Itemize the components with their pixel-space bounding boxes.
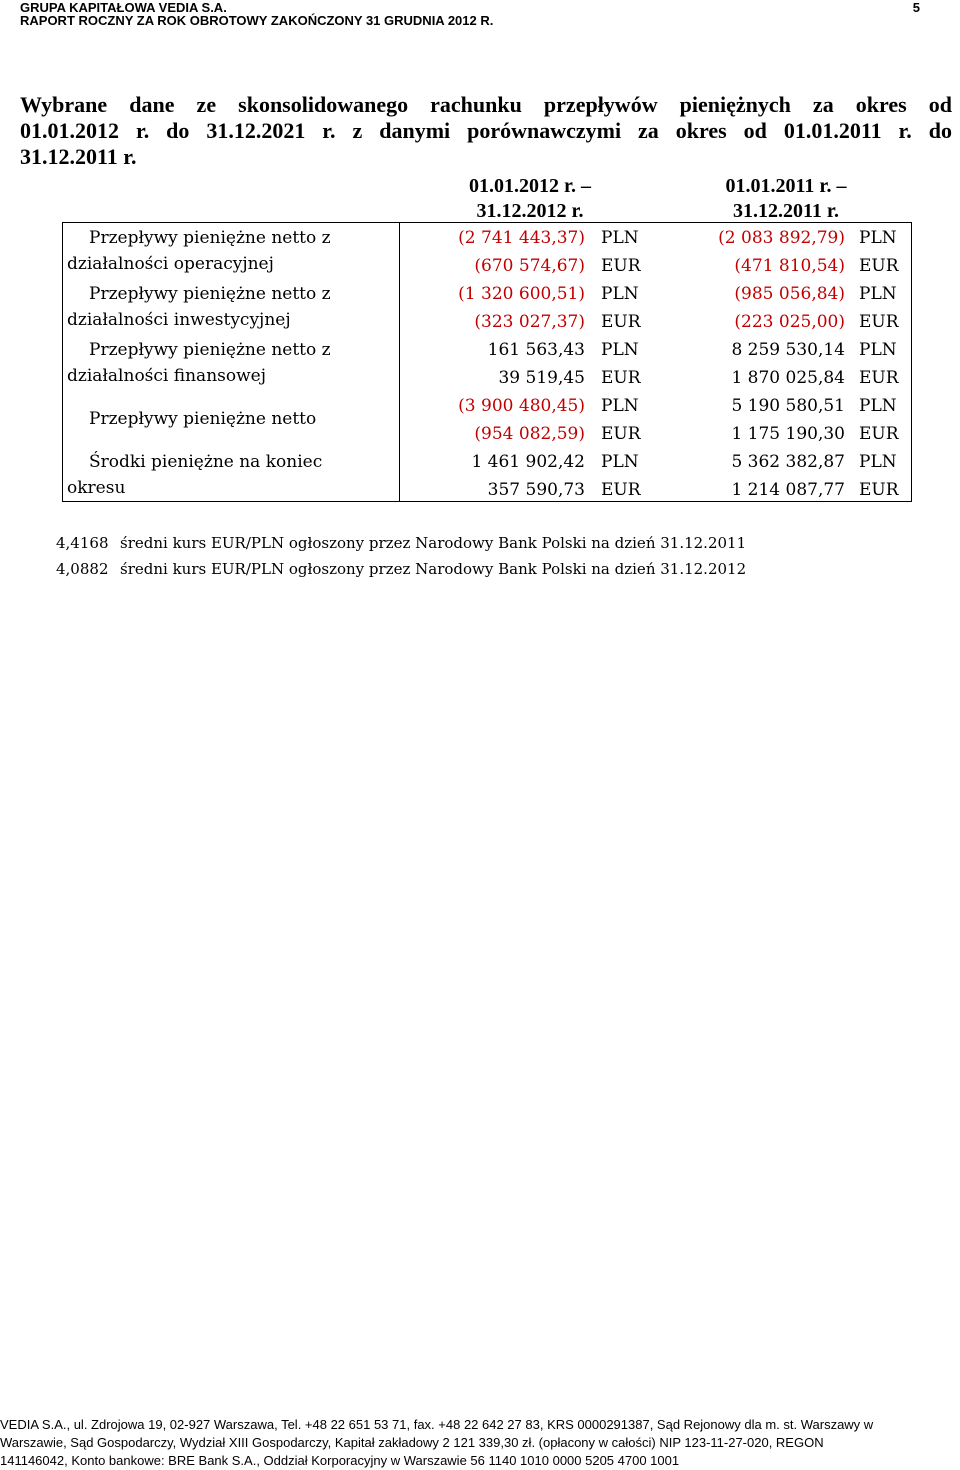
c-pln-value: 1 461 902,42 xyxy=(471,452,585,472)
currency-label: EUR xyxy=(601,424,641,444)
currency-label: PLN xyxy=(601,396,639,416)
rate-description: średni kurs EUR/PLN ogłoszony przez Narodowy Bank Polski na dzień 31.12.2011 xyxy=(120,534,747,552)
currency-label: PLN xyxy=(601,284,639,304)
exchange-rate-2011 xyxy=(56,530,746,556)
p-pln-value: (985 056,84) xyxy=(734,284,845,304)
row-label-line1: Przepływy pieniężne netto z xyxy=(89,284,331,304)
rate-value: 4,4168 xyxy=(56,534,109,552)
p-eur-value: 1 175 190,30 xyxy=(731,424,845,444)
column-header-2011-line1: 01.01.2011 r. – xyxy=(725,175,847,197)
currency-label: EUR xyxy=(859,312,899,332)
footer-line-2: Warszawie, Sąd Gospodarczy, Wydział XIII Gospodarczy, Kapitał zakładowy 2 121 339,30 zł. (opłacony w całości) NIP 123-11-27-020, REGON xyxy=(0,1435,824,1450)
currency-label: EUR xyxy=(601,480,641,500)
rate-description: średni kurs EUR/PLN ogłoszony przez Narodowy Bank Polski na dzień 31.12.2012 xyxy=(120,560,747,578)
p-pln-value: 8 259 530,14 xyxy=(731,340,845,360)
c-eur-value: (670 574,67) xyxy=(474,256,585,276)
currency-label: PLN xyxy=(859,340,897,360)
currency-label: EUR xyxy=(859,368,899,388)
exchange-rates xyxy=(56,530,746,582)
row-label xyxy=(67,281,397,333)
p-eur-value: (471 810,54) xyxy=(734,256,845,276)
currency-label: EUR xyxy=(859,424,899,444)
column-header-2012-line2: 31.12.2012 r. xyxy=(476,200,584,222)
page-footer xyxy=(0,1416,934,1470)
table-row xyxy=(63,447,911,503)
cash-flow-table xyxy=(62,222,912,502)
intro-line-1: Wybrane dane ze skonsolidowanego rachunku przepływów pieniężnych za okres od xyxy=(20,92,952,117)
currency-label: PLN xyxy=(859,284,897,304)
currency-label: PLN xyxy=(601,228,639,248)
c-eur-value: (954 082,59) xyxy=(474,424,585,444)
currency-label: EUR xyxy=(859,256,899,276)
row-label xyxy=(67,225,397,277)
currency-label: EUR xyxy=(601,368,641,388)
row-label-line2: działalności finansowej xyxy=(67,366,266,386)
p-pln-value: (2 083 892,79) xyxy=(718,228,845,248)
footer-line-3: 141146042, Konto bankowe: BRE Bank S.A., Oddział Korporacyjny w Warszawie 56 1140 1010 0000 5205 4700 1001 xyxy=(0,1453,680,1468)
currency-label: PLN xyxy=(601,340,639,360)
p-eur-value: 1 214 087,77 xyxy=(731,480,845,500)
c-eur-value: 357 590,73 xyxy=(487,480,585,500)
row-label xyxy=(67,337,397,389)
row-label-line1: Przepływy pieniężne netto xyxy=(89,409,317,429)
row-label xyxy=(67,406,397,432)
currency-label: EUR xyxy=(601,312,641,332)
footer-line-1: VEDIA S.A., ul. Zdrojowa 19, 02-927 Warszawa, Tel. +48 22 651 53 71, fax. +48 22 642 27 83, KRS 0000291387, Sąd Rejonowy dla m. st. Warszawy w xyxy=(0,1417,874,1432)
p-eur-value: 1 870 025,84 xyxy=(731,368,845,388)
column-header-2011 xyxy=(696,174,876,224)
row-label-line2: działalności operacyjnej xyxy=(67,254,274,274)
column-header-2011-line2: 31.12.2011 r. xyxy=(733,200,839,222)
c-eur-value: (323 027,37) xyxy=(474,312,585,332)
p-pln-value: 5 190 580,51 xyxy=(731,396,845,416)
currency-label: PLN xyxy=(601,452,639,472)
table-row xyxy=(63,223,911,279)
p-eur-value: (223 025,00) xyxy=(734,312,845,332)
p-pln-value: 5 362 382,87 xyxy=(731,452,845,472)
intro-line-3: 31.12.2011 r. xyxy=(20,144,137,169)
rate-value: 4,0882 xyxy=(56,560,109,578)
c-pln-value: (2 741 443,37) xyxy=(458,228,585,248)
company-name: GRUPA KAPITAŁOWA VEDIA S.A. xyxy=(20,0,227,15)
row-label-line1: Przepływy pieniężne netto z xyxy=(89,340,331,360)
table-row xyxy=(63,391,911,447)
row-label-line1: Przepływy pieniężne netto z xyxy=(89,228,331,248)
currency-label: PLN xyxy=(859,396,897,416)
row-label-line2: działalności inwestycyjnej xyxy=(67,310,291,330)
table-row xyxy=(63,279,911,335)
currency-label: EUR xyxy=(859,480,899,500)
row-label-line2: okresu xyxy=(67,478,126,498)
c-eur-value: 39 519,45 xyxy=(498,368,585,388)
column-header-2012-line1: 01.01.2012 r. – xyxy=(468,175,592,197)
table-row xyxy=(63,335,911,391)
report-title: RAPORT ROCZNY ZA ROK OBROTOWY ZAKOŃCZONY 31 GRUDNIA 2012 R. xyxy=(20,13,494,28)
currency-label: PLN xyxy=(859,452,897,472)
currency-label: PLN xyxy=(859,228,897,248)
page-number: 5 xyxy=(912,0,920,15)
c-pln-value: (3 900 480,45) xyxy=(458,396,585,416)
exchange-rate-2012 xyxy=(56,556,746,582)
intro-line-2: 01.01.2012 r. do 31.12.2021 r. z danymi porównawczymi za okres od 01.01.2011 r. do xyxy=(20,118,952,143)
c-pln-value: 161 563,43 xyxy=(487,340,585,360)
c-pln-value: (1 320 600,51) xyxy=(458,284,585,304)
row-label-line1: Środki pieniężne na koniec xyxy=(89,452,323,472)
column-header-2012 xyxy=(440,174,620,224)
section-intro xyxy=(20,92,952,170)
row-label xyxy=(67,449,397,501)
currency-label: EUR xyxy=(601,256,641,276)
